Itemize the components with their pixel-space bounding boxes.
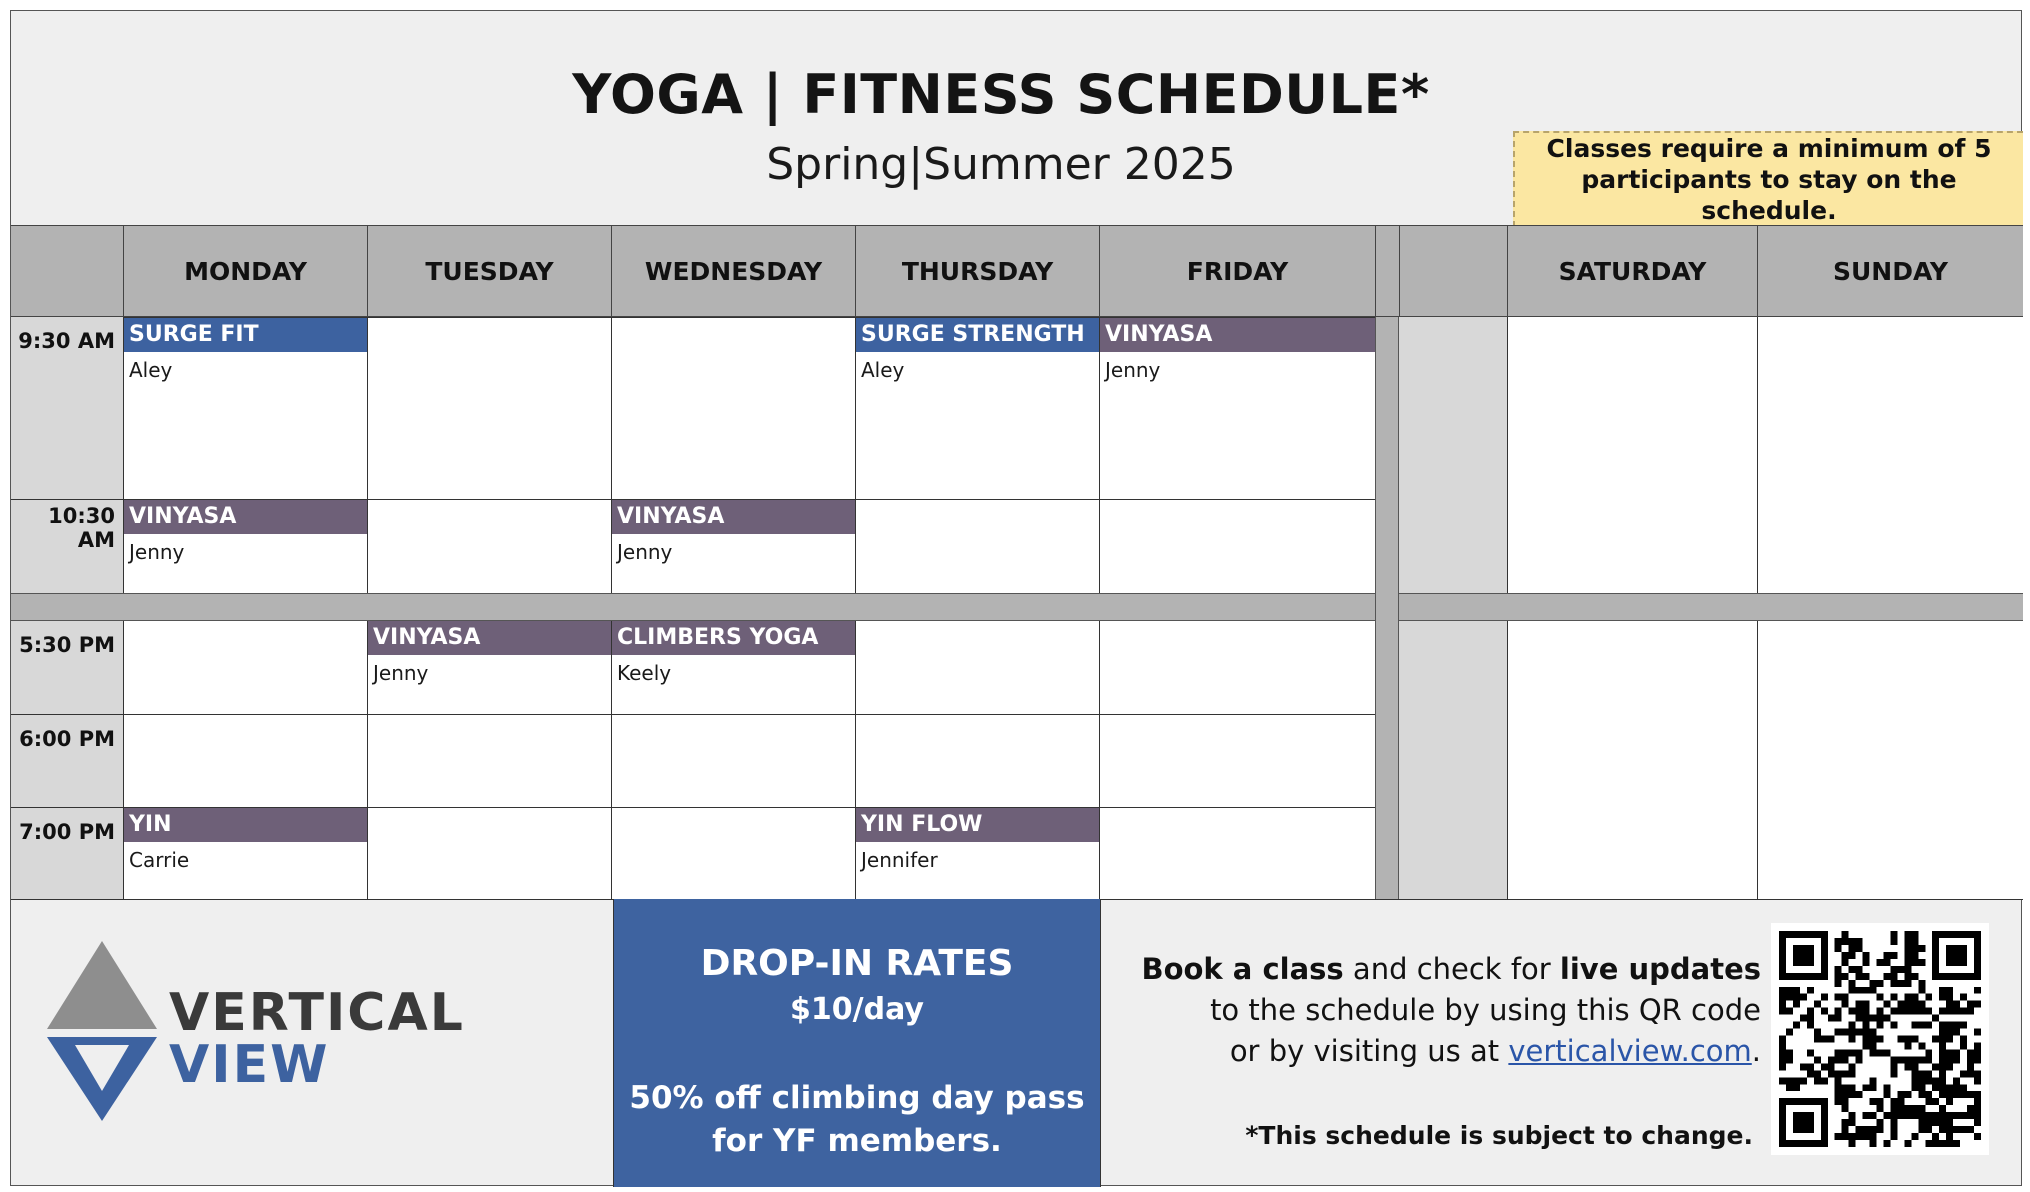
midday-separator [11, 593, 1375, 621]
time-label-530pm: 5:30 PM [19, 633, 115, 657]
booking-line3 [1121, 1031, 1761, 1072]
rates-offer-line2: for YF members. [712, 1123, 1002, 1159]
slot-wed-1030[interactable] [611, 499, 855, 593]
slot-thu-600 [855, 714, 1099, 807]
slot-wed-600 [611, 714, 855, 807]
rates-offer-line1: 50% off climbing day pass [629, 1080, 1085, 1116]
rates-price: $10/day [790, 992, 924, 1027]
slot-wed-700 [611, 807, 855, 899]
booking-line1 [1121, 949, 1761, 990]
booking-line3-text: or by visiting us at [1229, 1034, 1509, 1068]
booking-text1: and check for [1343, 952, 1560, 986]
class-name: SURGE FIT [124, 318, 367, 352]
instructor-name: Jenny [373, 661, 429, 685]
rates-title: DROP-IN RATES [700, 943, 1014, 984]
time-header-blank [11, 225, 123, 317]
day-header-wednesday: WEDNESDAY [611, 225, 855, 317]
day-header-tuesday: TUESDAY [367, 225, 611, 317]
slot-fri-700 [1099, 807, 1375, 899]
booking-line3-end: . [1751, 1034, 1761, 1068]
booking-bold1: Book a class [1141, 952, 1344, 986]
slot-tue-530[interactable] [367, 621, 611, 714]
website-link[interactable]: verticalview.com [1508, 1034, 1752, 1068]
logo-line2: VIEW [169, 1035, 330, 1095]
slot-thu-930[interactable] [855, 317, 1099, 499]
slot-sat-evening [1507, 621, 1757, 899]
slot-fri-530 [1099, 621, 1375, 714]
slot-thu-530 [855, 621, 1099, 714]
class-name: VINYASA [1100, 318, 1375, 352]
class-name: YIN FLOW [856, 808, 1099, 842]
weekend-time-header-blank [1399, 225, 1507, 317]
slot-sun-morning [1757, 317, 2023, 593]
class-name: VINYASA [124, 500, 367, 534]
instructor-name: Keely [617, 661, 672, 685]
class-name: VINYASA [368, 621, 611, 655]
slot-mon-700[interactable] [123, 807, 367, 899]
class-name: YIN [124, 808, 367, 842]
day-header-monday: MONDAY [123, 225, 367, 317]
slot-tue-700 [367, 807, 611, 899]
page-title: YOGA | FITNESS SCHEDULE* [572, 63, 1430, 126]
weekend-time-column-evening [1399, 621, 1507, 899]
booking-bold2: live updates [1559, 952, 1761, 986]
logo-mark-icon [47, 941, 177, 1121]
instructor-name: Aley [861, 358, 905, 382]
instructor-name: Jennifer [861, 848, 938, 872]
instructor-name: Jenny [129, 540, 185, 564]
instructor-name: Jenny [1105, 358, 1161, 382]
slot-sat-morning [1507, 317, 1757, 593]
booking-line2: to the schedule by using this QR code [1210, 993, 1761, 1027]
time-label-930am: 9:30 AM [18, 329, 115, 353]
slot-mon-1030[interactable] [123, 499, 367, 593]
day-header-sunday: SUNDAY [1757, 225, 2023, 317]
slot-wed-930 [611, 317, 855, 499]
slot-wed-530[interactable] [611, 621, 855, 714]
schedule-disclaimer: *This schedule is subject to change. [1245, 1121, 1753, 1150]
qr-code-icon [1779, 931, 1981, 1147]
weekday-weekend-divider [1375, 317, 1399, 899]
weekend-time-column-morning [1399, 317, 1507, 593]
page-subtitle: Spring|Summer 2025 [766, 139, 1236, 190]
class-name: SURGE STRENGTH [856, 318, 1099, 352]
logo-line1: VERTICAL [169, 983, 465, 1043]
minimum-participants-notice: Classes require a minimum of 5 participants to stay on the schedule. [1513, 131, 2023, 227]
slot-mon-530 [123, 621, 367, 714]
qr-code[interactable] [1771, 923, 1989, 1155]
slot-tue-1030 [367, 499, 611, 593]
slot-thu-700[interactable] [855, 807, 1099, 899]
booking-info [1121, 949, 1761, 1072]
slot-mon-600 [123, 714, 367, 807]
day-header-saturday: SATURDAY [1507, 225, 1757, 317]
day-header-friday: FRIDAY [1099, 225, 1375, 317]
divider-header [1375, 225, 1399, 317]
class-name: VINYASA [612, 500, 855, 534]
schedule-page [10, 10, 2022, 1186]
slot-thu-1030 [855, 499, 1099, 593]
slot-fri-930[interactable] [1099, 317, 1375, 499]
slot-tue-600 [367, 714, 611, 807]
slot-fri-1030 [1099, 499, 1375, 593]
drop-in-rates-panel [613, 899, 1101, 1187]
instructor-name: Aley [129, 358, 173, 382]
instructor-name: Carrie [129, 848, 190, 872]
vertical-view-logo [47, 941, 465, 1141]
time-label-1030am: 10:30 AM [11, 499, 123, 581]
time-label-700pm: 7:00 PM [11, 807, 123, 899]
rates-offer [614, 1077, 1100, 1163]
instructor-name: Jenny [617, 540, 673, 564]
time-label-600pm: 6:00 PM [11, 714, 123, 807]
weekend-midday-separator [1399, 593, 2023, 621]
slot-tue-930 [367, 317, 611, 499]
day-header-thursday: THURSDAY [855, 225, 1099, 317]
class-name: CLIMBERS YOGA [612, 621, 855, 655]
slot-fri-600 [1099, 714, 1375, 807]
slot-sun-evening [1757, 621, 2023, 899]
slot-mon-930[interactable] [123, 317, 367, 499]
